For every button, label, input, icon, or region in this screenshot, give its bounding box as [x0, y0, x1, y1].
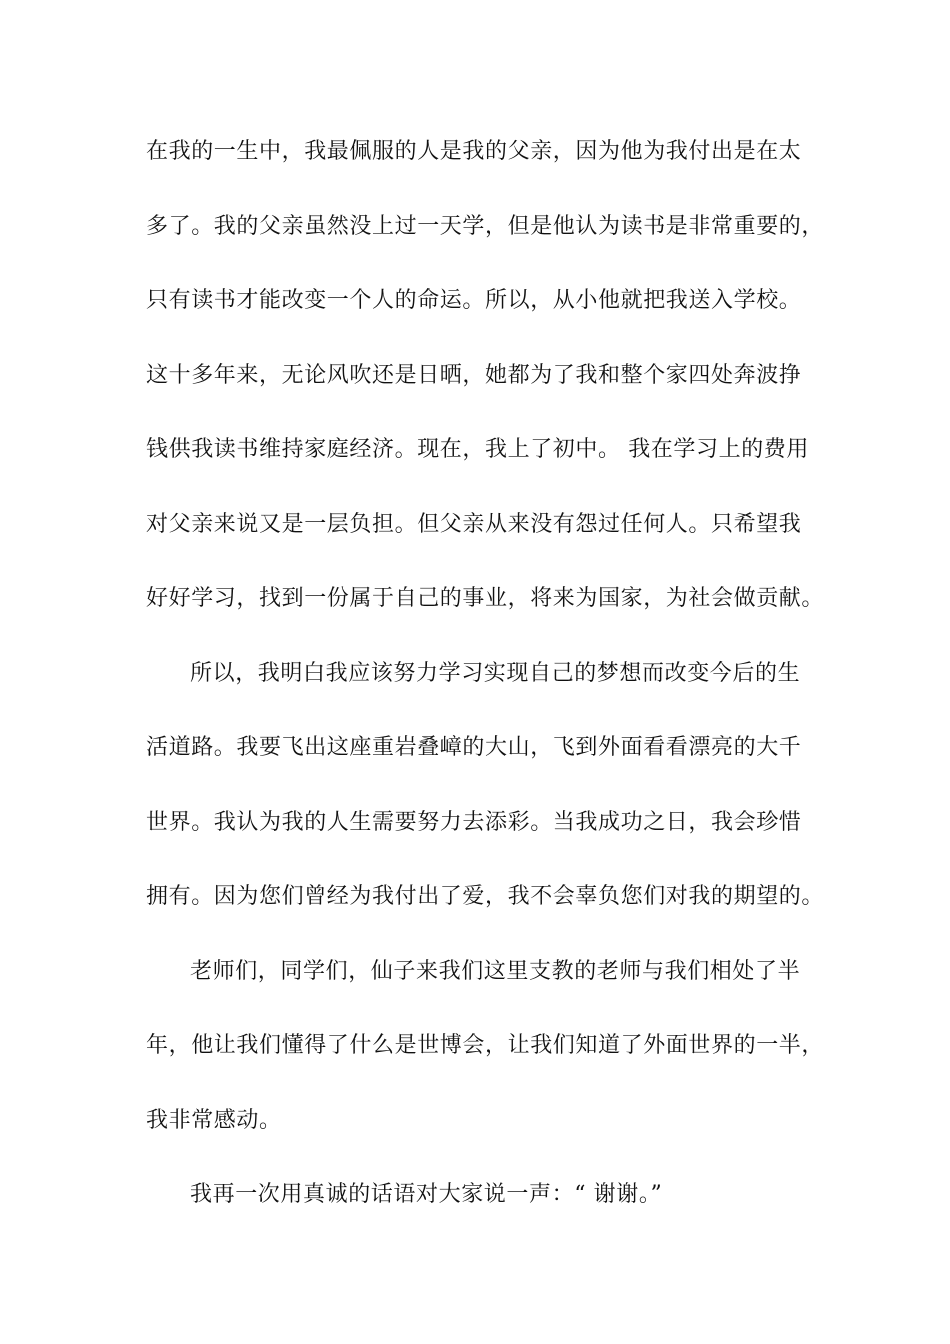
text-line: 对父亲来说又是一层负担。但父亲从来没有怨过任何人。只希望我: [146, 511, 802, 537]
text-line: 多了。我的父亲虽然没上过一天学，但是他认为读书是非常重要的，: [146, 213, 825, 239]
text-line: 只有读书才能改变一个人的命运。所以，从小他就把我送入学校。: [146, 288, 802, 313]
paragraph-start-line: 老师们，同学们，仙子来我们这里支教的老师与我们相处了半: [190, 958, 801, 984]
text-line: 在我的一生中，我最佩服的人是我的父亲，因为他为我付出是在太: [146, 139, 802, 164]
text-line: 好好学习，找到一份属于自己的事业，将来为国家，为社会做贡献。: [146, 586, 825, 611]
text-line: 这十多年来，无论风吹还是日晒，她都为了我和整个家四处奔波挣: [146, 362, 802, 388]
paragraph-start-line: 我再一次用真诚的话语对大家说一声：“ 谢谢。”: [190, 1182, 663, 1207]
body-text: [146, 130, 826, 1248]
paragraph-start-line: 所以，我明白我应该努力学习实现自己的梦想而改变今后的生: [190, 660, 801, 686]
text-line: 钱供我读书维持家庭经济。现在，我上了初中。 我在学习上的费用: [146, 437, 809, 462]
text-line: 我非常感动。: [146, 1107, 282, 1133]
text-line: 活道路。我要飞出这座重岩叠嶂的大山，飞到外面看看漂亮的大千: [146, 735, 802, 760]
text-line: 拥有。因为您们曾经为我付出了爱，我不会辜负您们对我的期望的。: [146, 884, 825, 909]
text-line: 年，他让我们懂得了什么是世博会，让我们知道了外面世界的一半，: [146, 1033, 825, 1058]
text-line: 世界。我认为我的人生需要努力去添彩。当我成功之日，我会珍惜: [146, 809, 802, 835]
